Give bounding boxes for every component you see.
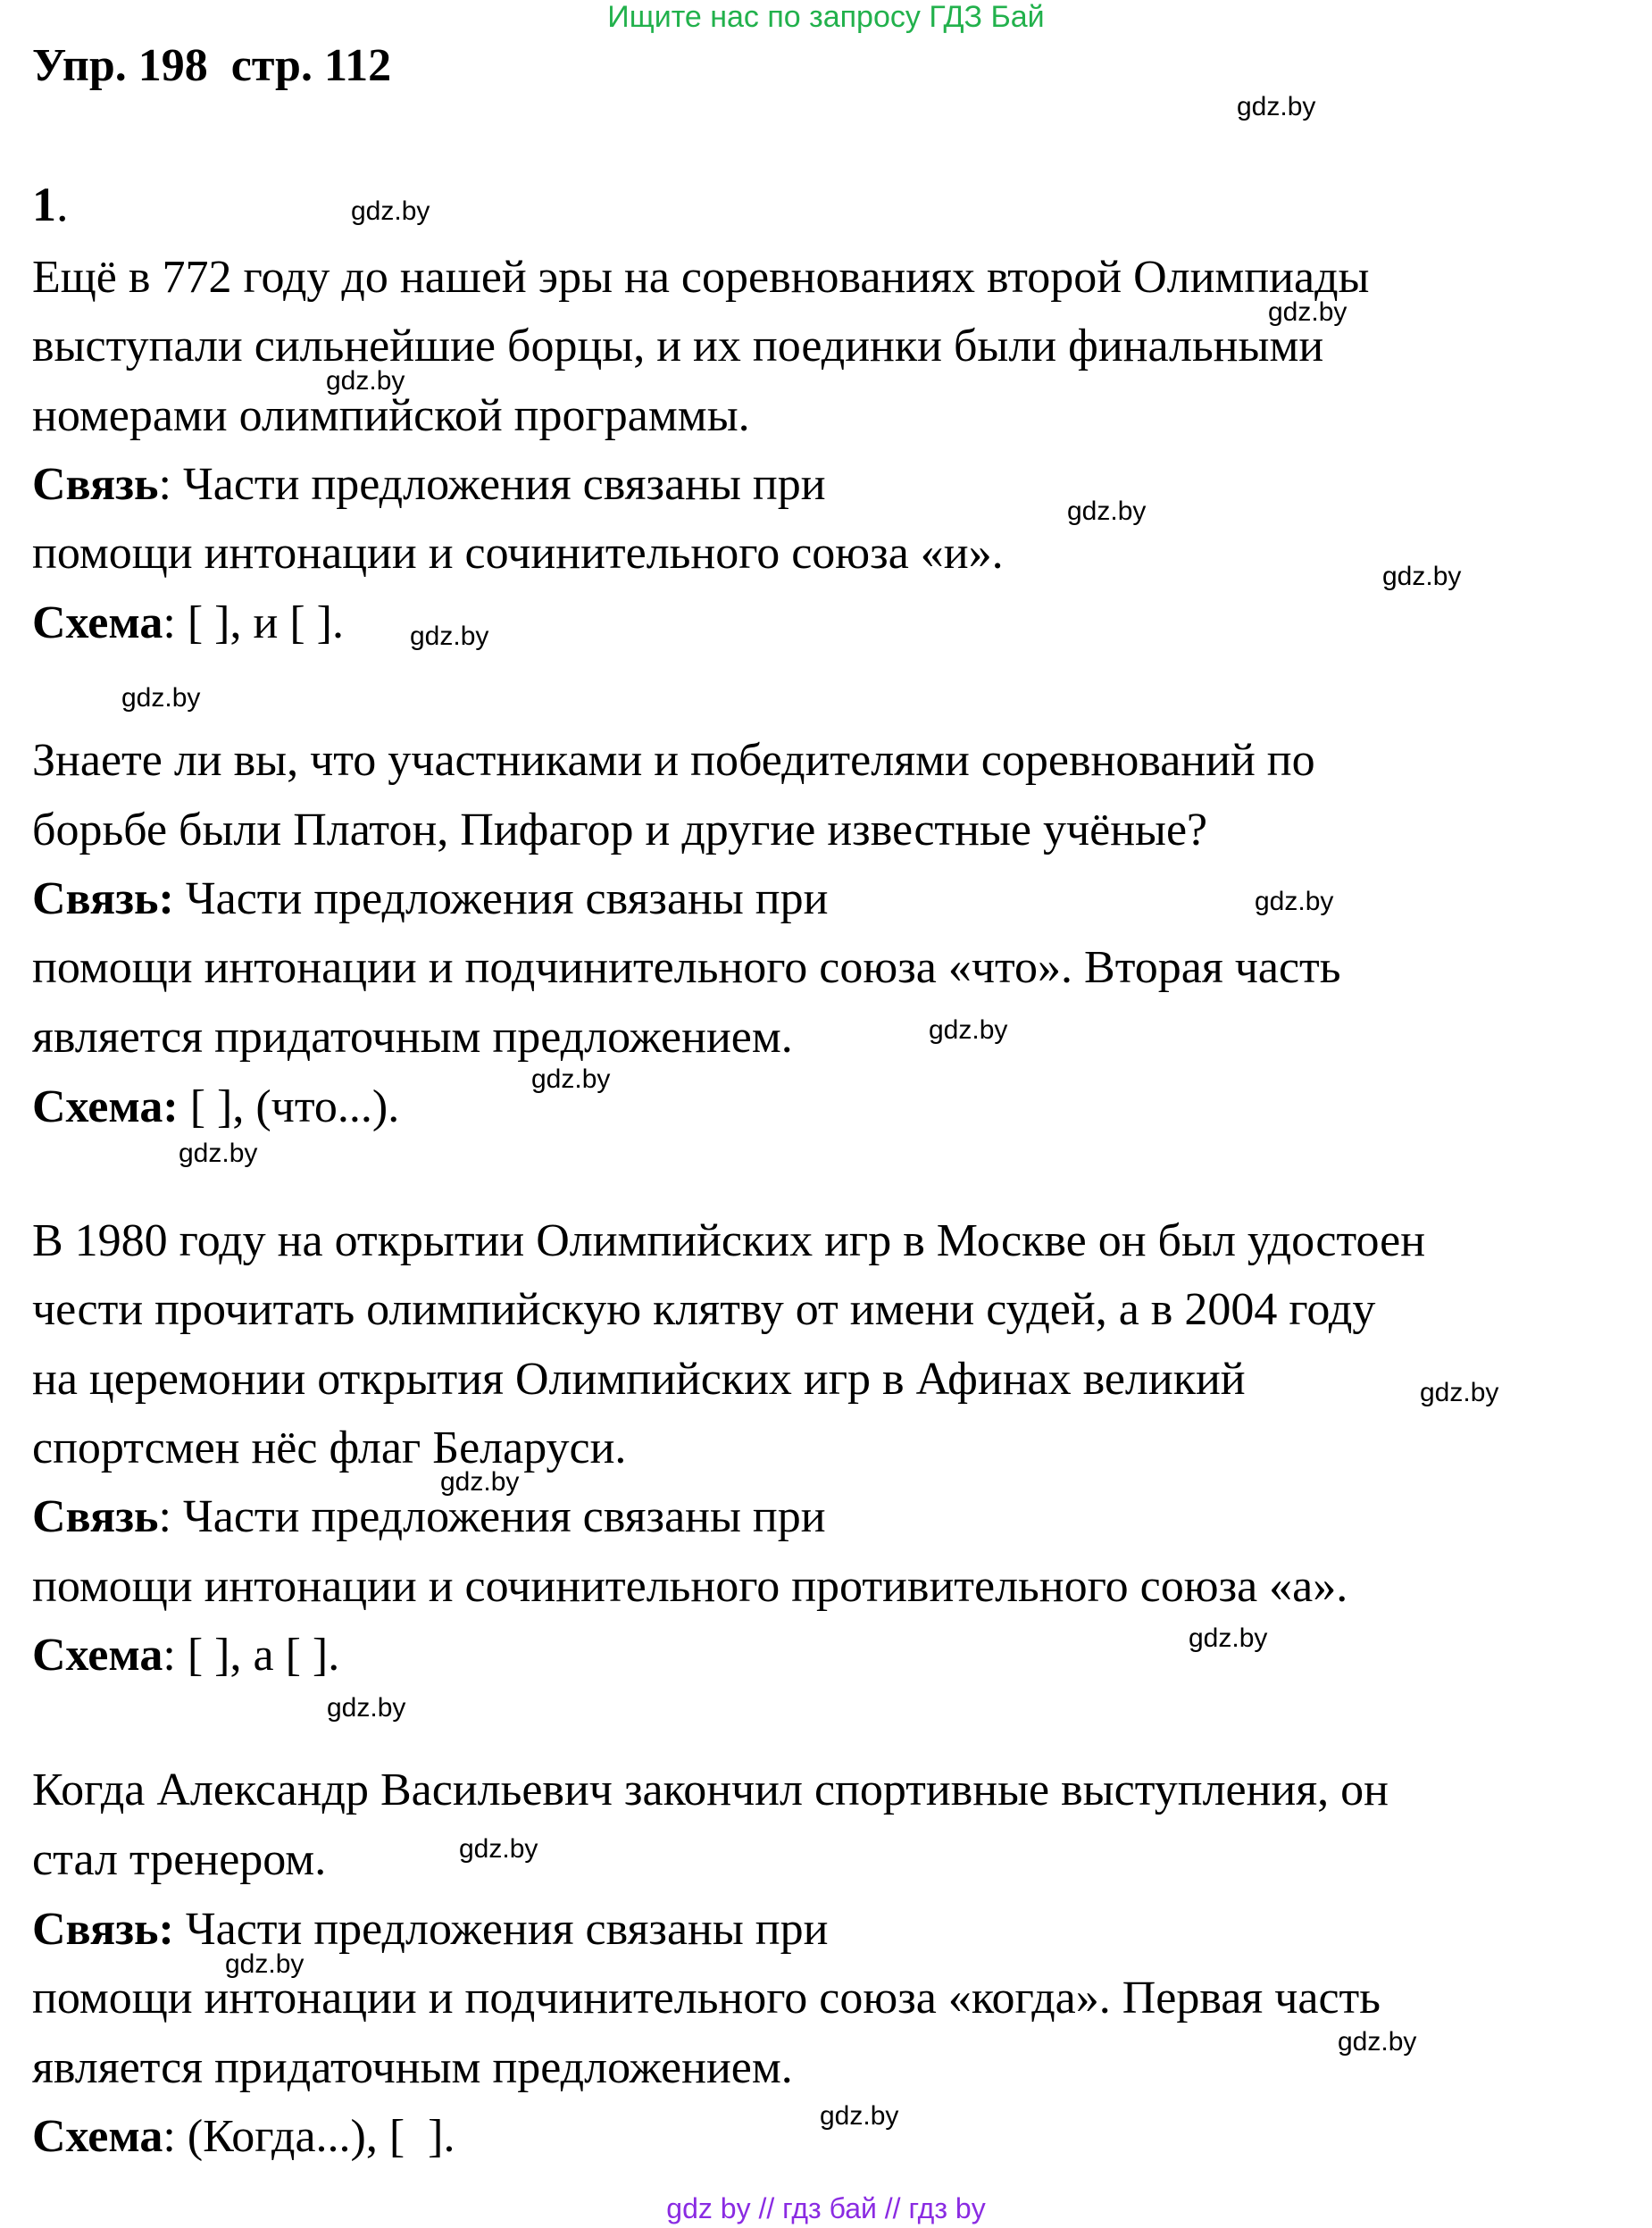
task-number <box>32 175 69 234</box>
watermark: gdz.by <box>1237 92 1316 121</box>
link-text: Части предложения связаны при <box>182 459 826 510</box>
sentence-4-link-line-2: помощи интонации и подчинительного союза «когда». Первая часть <box>32 1973 1381 2024</box>
watermark: gdz.by <box>410 622 489 651</box>
watermark: gdz.by <box>121 683 201 713</box>
sentence-1-link <box>32 456 826 513</box>
scheme-sep: : <box>163 1081 190 1132</box>
sentence-3-line-4: спортсмен нёс флаг Беларуси. <box>32 1423 627 1473</box>
link-sep: : <box>158 1904 186 1955</box>
watermark: gdz.by <box>1255 887 1334 916</box>
sentence-2-line-1: Знаете ли вы, что участниками и победителями соревнований по <box>32 735 1315 786</box>
sentence-1-scheme <box>32 595 344 652</box>
scheme-sep: : <box>163 2111 188 2162</box>
sentence-1-line-3: номерами олимпийской программы. <box>32 390 750 441</box>
sentence-3-scheme <box>32 1627 339 1684</box>
sentence-1-line-1: Ещё в 772 году до нашей эры на соревнованиях второй Олимпиады <box>32 252 1370 303</box>
watermark: gdz.by <box>351 196 430 226</box>
task-number-value: 1 <box>32 178 56 231</box>
sentence-4-scheme <box>32 2108 455 2165</box>
watermark: gdz.by <box>1338 2027 1417 2057</box>
watermark: gdz.by <box>1268 297 1347 327</box>
watermark: gdz.by <box>1189 1623 1268 1653</box>
watermark: gdz.by <box>327 1693 406 1723</box>
sentence-4-line-2: стал тренером. <box>32 1834 327 1885</box>
link-text: Части предложения связаны при <box>185 873 829 924</box>
watermark: gdz.by <box>326 366 405 396</box>
sentence-2-link-line-3: является придаточным предложением. <box>32 1012 793 1063</box>
watermark: gdz.by <box>1420 1378 1499 1407</box>
link-label: Связь <box>32 873 159 924</box>
sentence-3-link <box>32 1489 826 1546</box>
watermark: gdz.by <box>929 1015 1008 1045</box>
footer-links[interactable]: gdz by // гдз бай // гдз by <box>666 2192 986 2224</box>
scheme-sep: : <box>163 597 188 648</box>
watermark: gdz.by <box>1067 497 1147 526</box>
watermark: gdz.by <box>459 1834 538 1864</box>
sentence-2-line-2: борьбе были Платон, Пифагор и другие известные учёные? <box>32 805 1208 855</box>
sentence-1-link-line-2: помощи интонации и сочинительного союза «и». <box>32 528 1004 579</box>
top-banner[interactable]: Ищите нас по запросу ГДЗ Бай <box>607 0 1045 34</box>
sentence-3-link-line-2: помощи интонации и сочинительного противительного союза «а». <box>32 1561 1348 1612</box>
sentence-4-link-line-3: является придаточным предложением. <box>32 2042 793 2093</box>
page-title: Упр. 198 стр. 112 <box>32 40 392 91</box>
scheme-sep: : <box>163 1630 188 1681</box>
sentence-3-line-3: на церемонии открытия Олимпийских игр в Афинах великий <box>32 1354 1246 1405</box>
link-label: Связь <box>32 1491 159 1542</box>
sentence-2-link-line-2: помощи интонации и подчинительного союза «что». Вторая часть <box>32 942 1341 993</box>
sentence-4-link <box>32 1901 828 1958</box>
scheme-label: Схема <box>32 1630 163 1681</box>
watermark: gdz.by <box>179 1139 258 1168</box>
scheme-label: Схема <box>32 1081 163 1132</box>
sentence-3-line-2: чести прочитать олимпийскую клятву от имени судей, а в 2004 году <box>32 1284 1376 1335</box>
link-sep: : <box>158 1491 183 1542</box>
scheme-text: [ ], (что...). <box>189 1081 400 1132</box>
link-text: Части предложения связаны при <box>185 1904 829 1955</box>
scheme-text: [ ], а [ ]. <box>187 1630 340 1681</box>
sentence-2-scheme <box>32 1079 399 1136</box>
watermark: gdz.by <box>820 2101 899 2131</box>
watermark: gdz.by <box>440 1467 520 1497</box>
watermark: gdz.by <box>1382 562 1462 591</box>
sentence-2-link <box>32 871 828 928</box>
scheme-text: [ ], и [ ]. <box>187 597 344 648</box>
link-sep: : <box>158 873 186 924</box>
scheme-label: Схема <box>32 597 163 648</box>
scheme-text: (Когда...), [ ]. <box>187 2111 455 2162</box>
sentence-1-line-2: выступали сильнейшие борцы, и их поединки были финальными <box>32 321 1324 371</box>
sentence-3-line-1: В 1980 году на открытии Олимпийских игр в Москве он был удостоен <box>32 1215 1426 1266</box>
watermark: gdz.by <box>225 1949 305 1979</box>
sentence-4-line-1: Когда Александр Васильевич закончил спортивные выступления, он <box>32 1765 1389 1815</box>
link-sep: : <box>158 459 183 510</box>
scheme-label: Схема <box>32 2111 163 2162</box>
watermark: gdz.by <box>531 1064 611 1094</box>
link-label: Связь <box>32 459 159 510</box>
link-label: Связь <box>32 1904 159 1955</box>
task-number-dot: . <box>56 178 69 231</box>
link-text: Части предложения связаны при <box>182 1491 826 1542</box>
